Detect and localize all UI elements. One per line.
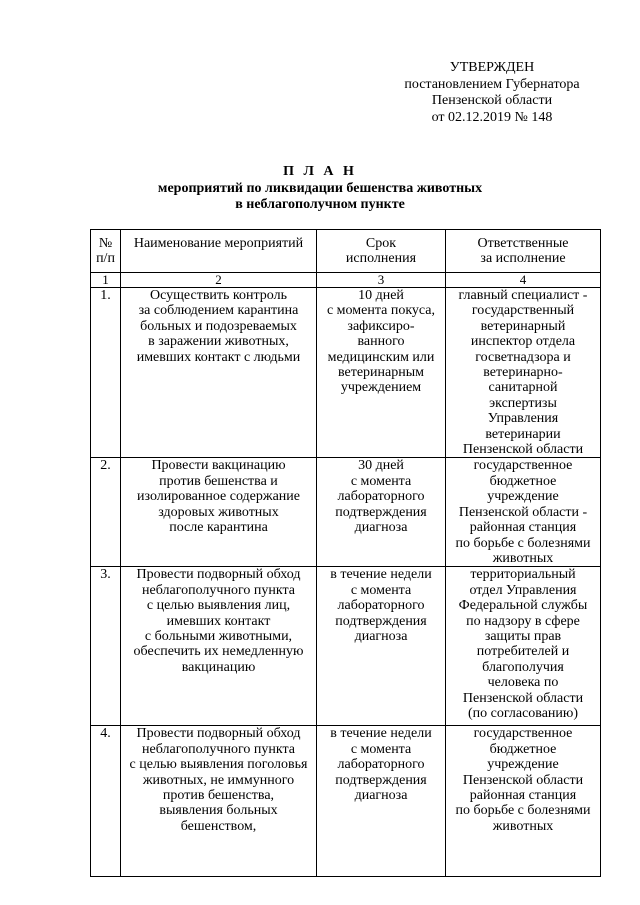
column-number: 2 xyxy=(121,273,317,288)
table-row xyxy=(91,288,601,458)
row-action: Провести вакцинацию против бешенства и изолированное содержание здоровых животных после карантина xyxy=(121,458,317,567)
row-number: 4. xyxy=(91,726,121,877)
approval-line-3: от 02.12.2019 № 148 xyxy=(431,109,553,125)
table-row xyxy=(91,567,601,726)
approval-line-1: постановлением Губернатора xyxy=(404,76,580,92)
row-action: Осуществить контроль за соблюдением карантина больных и подозреваемых в заражении животных, имевших контакт с людьми xyxy=(121,288,317,458)
column-number: 4 xyxy=(446,273,601,288)
row-number: 1. xyxy=(91,288,121,458)
column-number: 1 xyxy=(91,273,121,288)
row-term: в течение недели с момента лабораторного подтверждения диагноза xyxy=(317,567,446,726)
table-header-row xyxy=(91,230,601,273)
column-number: 3 xyxy=(317,273,446,288)
row-term: 10 дней с момента покуса, зафиксиро- ванного медицинским или ветеринарным учреждением xyxy=(317,288,446,458)
row-responsible: главный специалист - государственный ветеринарный инспектор отдела госветнадзора и ветеринарно- санитарной экспертизы Управления ветеринарии Пензенской области xyxy=(446,288,601,458)
plan-subtitle-2: в неблагополучном пункте xyxy=(235,197,405,212)
row-action: Провести подворный обход неблагополучного пункта с целью выявления лиц, имевших контакт с больными животными, обеспечить их немедленную вакцинацию xyxy=(121,567,317,726)
plan-title: П Л А Н xyxy=(283,164,357,179)
row-term: 30 дней с момента лабораторного подтверждения диагноза xyxy=(317,458,446,567)
row-responsible: государственное бюджетное учреждение Пензенской области - районная станция по борьбе с болезнями животных xyxy=(446,458,601,567)
plan-heading xyxy=(0,164,640,214)
row-responsible: территориальный отдел Управления Федеральной службы по надзору в сфере защиты прав потребителей и благополучия человека по Пензенской области (по согласованию) xyxy=(446,567,601,726)
plan-subtitle-1: мероприятий по ликвидации бешенства животных xyxy=(157,180,483,196)
header-action: Наименование мероприятий xyxy=(121,230,317,273)
header-number: № п/п xyxy=(91,230,121,273)
row-responsible: государственное бюджетное учреждение Пензенской области районная станция по борьбе с болезнями животных xyxy=(446,726,601,877)
plan-table xyxy=(90,229,601,877)
header-responsible: Ответственные за исполнение xyxy=(446,230,601,273)
table-row xyxy=(91,726,601,877)
row-number: 3. xyxy=(91,567,121,726)
table-row xyxy=(91,458,601,567)
approval-title: УТВЕРЖДЕН xyxy=(449,60,535,75)
row-number: 2. xyxy=(91,458,121,567)
row-action: Провести подворный обход неблагополучного пункта с целью выявления поголовья животных, не иммунного против бешенства, выявления больных бешенством, xyxy=(121,726,317,877)
header-term: Срок исполнения xyxy=(317,230,446,273)
column-number-row xyxy=(91,273,601,288)
approval-stamp xyxy=(392,60,592,126)
row-term: в течение недели с момента лабораторного подтверждения диагноза xyxy=(317,726,446,877)
approval-line-2: Пензенской области xyxy=(431,93,553,108)
